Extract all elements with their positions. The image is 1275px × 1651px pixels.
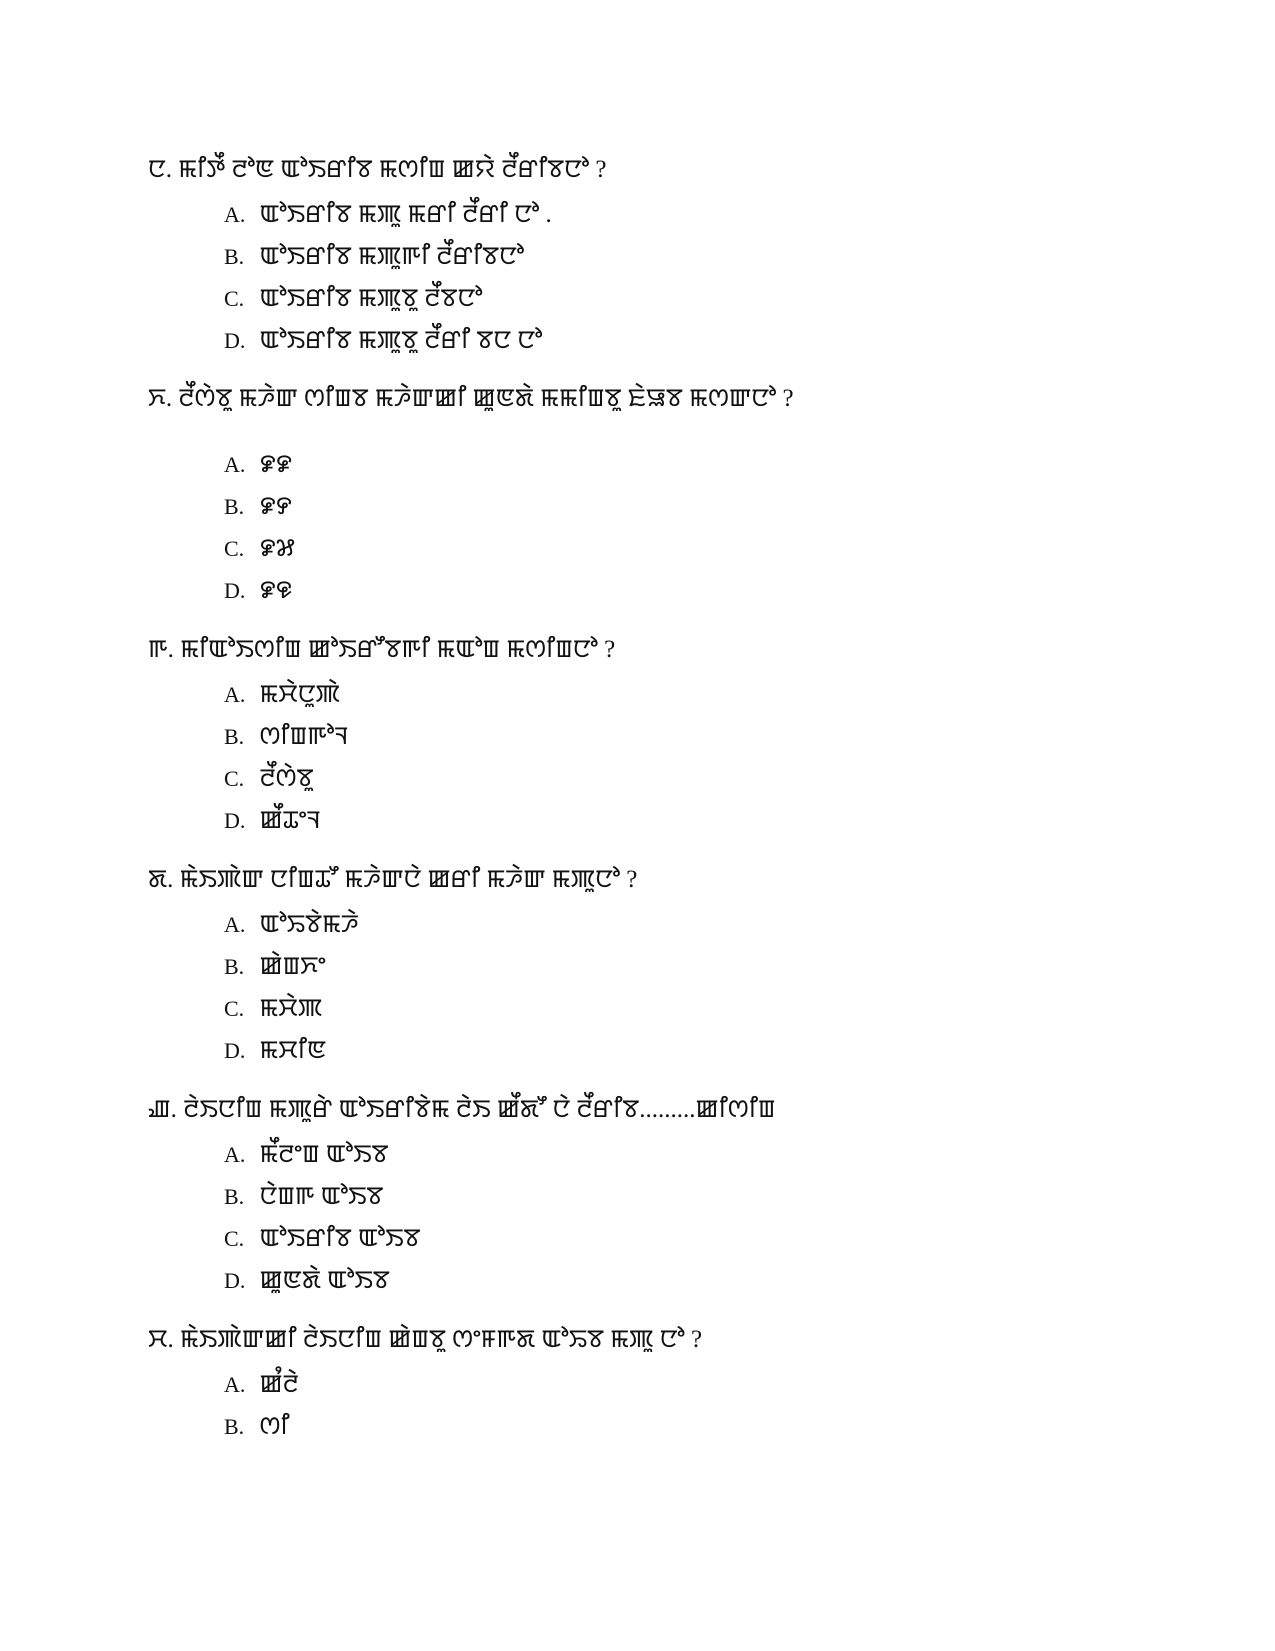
option-text: ꯃꯆꯥꯅꯨꯄꯥ bbox=[259, 681, 341, 708]
question-stem bbox=[148, 635, 1208, 665]
option-letter: B. bbox=[224, 494, 245, 519]
question-stem bbox=[148, 1095, 1208, 1125]
option-letter: B. bbox=[224, 1414, 245, 1439]
option-a bbox=[224, 194, 1208, 236]
question-number: ꯈ. bbox=[148, 385, 173, 412]
option-letter: D. bbox=[224, 328, 246, 353]
option-text: ꯃꯆꯥꯄ bbox=[259, 995, 323, 1022]
question-number: ꯅ. bbox=[148, 156, 172, 183]
option-b bbox=[224, 1176, 1208, 1218]
option-text: ꯁꯤꯡꯒꯣꯜ bbox=[259, 723, 349, 750]
option-a bbox=[224, 904, 1208, 946]
question-text: ꯂꯥꯏꯅꯤꯡ ꯃꯄꯨꯔꯥ ꯑꯣꯏꯔꯤꯕꯥꯃ ꯂꯥꯏ ꯀꯩꯗꯧ ꯅꯥ ꯂꯩꯔꯤꯕ.........ꯀꯤꯁꯤꯡ bbox=[183, 1096, 776, 1123]
option-d bbox=[224, 320, 1208, 362]
option-letter: A. bbox=[224, 452, 246, 477]
question-text: ꯂꯩꯁꯥꯕꯨ ꯃꯍꯥꯛ ꯁꯤꯡꯕ ꯃꯍꯥꯛꯀꯤ ꯀꯨꯟꯗꯥ ꯃꯃꯤꯡꯕꯨ ꯐꯥꯎꯕ ꯃꯁꯛꯅꯣ ? bbox=[178, 385, 794, 412]
question-1 bbox=[148, 155, 1208, 362]
option-text: ꯑꯣꯏꯔꯤꯕ ꯃꯄꯨꯒꯤ ꯂꯩꯔꯤꯕꯅꯣ bbox=[259, 243, 525, 270]
option-text: ꯀꯩꯊꯦꯜ bbox=[259, 807, 321, 834]
option-text: ꯃꯩꯂꯦꯡ ꯑꯣꯏꯕ bbox=[259, 1141, 389, 1168]
option-a bbox=[224, 444, 1208, 486]
option-b bbox=[224, 486, 1208, 528]
option-letter: A. bbox=[224, 912, 246, 937]
option-c bbox=[224, 758, 1208, 800]
option-letter: A. bbox=[224, 202, 246, 227]
question-text: ꯃꯤꯑꯣꯏꯁꯤꯡ ꯀꯣꯏꯔꯧꯕꯒꯤ ꯃꯑꯣꯡ ꯃꯁꯤꯡꯅꯣ ? bbox=[180, 636, 616, 663]
option-letter: D. bbox=[224, 808, 246, 833]
option-c bbox=[224, 988, 1208, 1030]
option-text: ꯀꯥꯡꯈꯦ bbox=[259, 953, 326, 980]
question-6 bbox=[148, 1325, 1208, 1448]
option-b bbox=[224, 946, 1208, 988]
question-number: ꯒ. bbox=[148, 636, 174, 663]
option-letter: B. bbox=[224, 724, 245, 749]
question-number: ꯆ. bbox=[148, 1326, 174, 1353]
option-list bbox=[148, 194, 1208, 362]
option-text: ꯑꯣꯏꯔꯤꯕ ꯃꯄꯨ ꯃꯔꯤ ꯂꯩꯔꯤ ꯅꯣ . bbox=[259, 201, 552, 228]
option-list bbox=[148, 1134, 1208, 1302]
question-stem bbox=[148, 865, 1208, 895]
question-text: ꯃꯥꯏꯄꯥꯛ ꯅꯤꯡꯊꯧ ꯃꯍꯥꯛꯅꯥ ꯀꯔꯤ ꯃꯍꯥꯛ ꯃꯄꯨꯅꯣ ? bbox=[179, 866, 638, 893]
question-stem bbox=[148, 155, 1208, 185]
option-list bbox=[148, 674, 1208, 842]
question-text: ꯃꯤꯇꯩ ꯂꯣꯟ ꯑꯣꯏꯔꯤꯕ ꯃꯁꯤꯡ ꯀꯌꯥ ꯂꯩꯔꯤꯕꯅꯣ ? bbox=[178, 156, 607, 183]
option-letter: C. bbox=[224, 1226, 245, 1251]
question-5 bbox=[148, 1095, 1208, 1302]
option-text: ꯅꯥꯡꯒ ꯑꯣꯏꯕ bbox=[259, 1183, 384, 1210]
option-a bbox=[224, 674, 1208, 716]
option-text: ꯁꯤ bbox=[259, 1413, 290, 1440]
option-list bbox=[148, 444, 1208, 612]
option-b bbox=[224, 236, 1208, 278]
option-text: ꯀꯨꯟꯗꯥ ꯑꯣꯏꯕ bbox=[259, 1267, 390, 1294]
option-text: ꯀꯪꯂꯥ bbox=[259, 1371, 299, 1398]
option-d bbox=[224, 1260, 1208, 1302]
option-d bbox=[224, 800, 1208, 842]
option-b bbox=[224, 716, 1208, 758]
option-letter: C. bbox=[224, 536, 245, 561]
option-letter: B. bbox=[224, 244, 245, 269]
option-c bbox=[224, 1218, 1208, 1260]
option-letter: B. bbox=[224, 1184, 245, 1209]
option-a bbox=[224, 1364, 1208, 1406]
option-text: ꯑꯣꯏꯔꯤꯕ ꯃꯄꯨꯕꯨ ꯂꯩꯕꯅꯣ bbox=[259, 285, 483, 312]
option-text: ꯑꯣꯏꯔꯤꯕ ꯃꯄꯨꯕꯨ ꯂꯩꯔꯤ ꯕꯅ ꯅꯣ bbox=[259, 327, 543, 354]
option-d bbox=[224, 570, 1208, 612]
option-text: ꯑꯣꯢꯕꯥꯃꯍꯥ bbox=[259, 911, 359, 938]
option-letter: A. bbox=[224, 1142, 246, 1167]
option-c bbox=[224, 278, 1208, 320]
option-letter: C. bbox=[224, 286, 245, 311]
question-stem bbox=[148, 1325, 1208, 1355]
option-text: ꯹꯷ bbox=[259, 535, 295, 562]
option-d bbox=[224, 1030, 1208, 1072]
option-letter: D. bbox=[224, 578, 246, 603]
option-letter: A. bbox=[224, 1372, 246, 1397]
question-2 bbox=[148, 384, 1208, 612]
question-3 bbox=[148, 635, 1208, 842]
option-text: ꯹꯸ bbox=[259, 493, 292, 520]
question-stem bbox=[148, 384, 1208, 414]
option-b bbox=[224, 1406, 1208, 1448]
option-letter: C. bbox=[224, 996, 245, 1021]
option-letter: D. bbox=[224, 1038, 246, 1063]
option-text: ꯹꯶ bbox=[259, 577, 293, 604]
option-a bbox=[224, 1134, 1208, 1176]
question-number: ꯉ. bbox=[148, 1096, 177, 1123]
option-letter: A. bbox=[224, 682, 246, 707]
option-text: ꯃꯆꯤꯟ bbox=[259, 1037, 327, 1064]
question-number: ꯗ. bbox=[148, 866, 174, 893]
option-text: ꯂꯩꯁꯥꯕꯨ bbox=[259, 765, 314, 792]
option-list bbox=[148, 904, 1208, 1072]
option-letter: D. bbox=[224, 1268, 246, 1293]
option-list bbox=[148, 1364, 1208, 1448]
option-text: ꯑꯣꯏꯔꯤꯕ ꯑꯣꯏꯕ bbox=[259, 1225, 421, 1252]
option-letter: C. bbox=[224, 766, 245, 791]
option-c bbox=[224, 528, 1208, 570]
question-text: ꯃꯥꯏꯄꯥꯛꯀꯤ ꯂꯥꯏꯅꯤꯡ ꯀꯥꯡꯕꯨ ꯁꯦꯝꯒꯗ ꯑꯣꯢꯕ ꯃꯄꯨ ꯅꯣ ? bbox=[180, 1326, 703, 1353]
option-text: ꯹꯹ bbox=[259, 451, 293, 478]
question-4 bbox=[148, 865, 1208, 1072]
option-letter: B. bbox=[224, 954, 245, 979]
